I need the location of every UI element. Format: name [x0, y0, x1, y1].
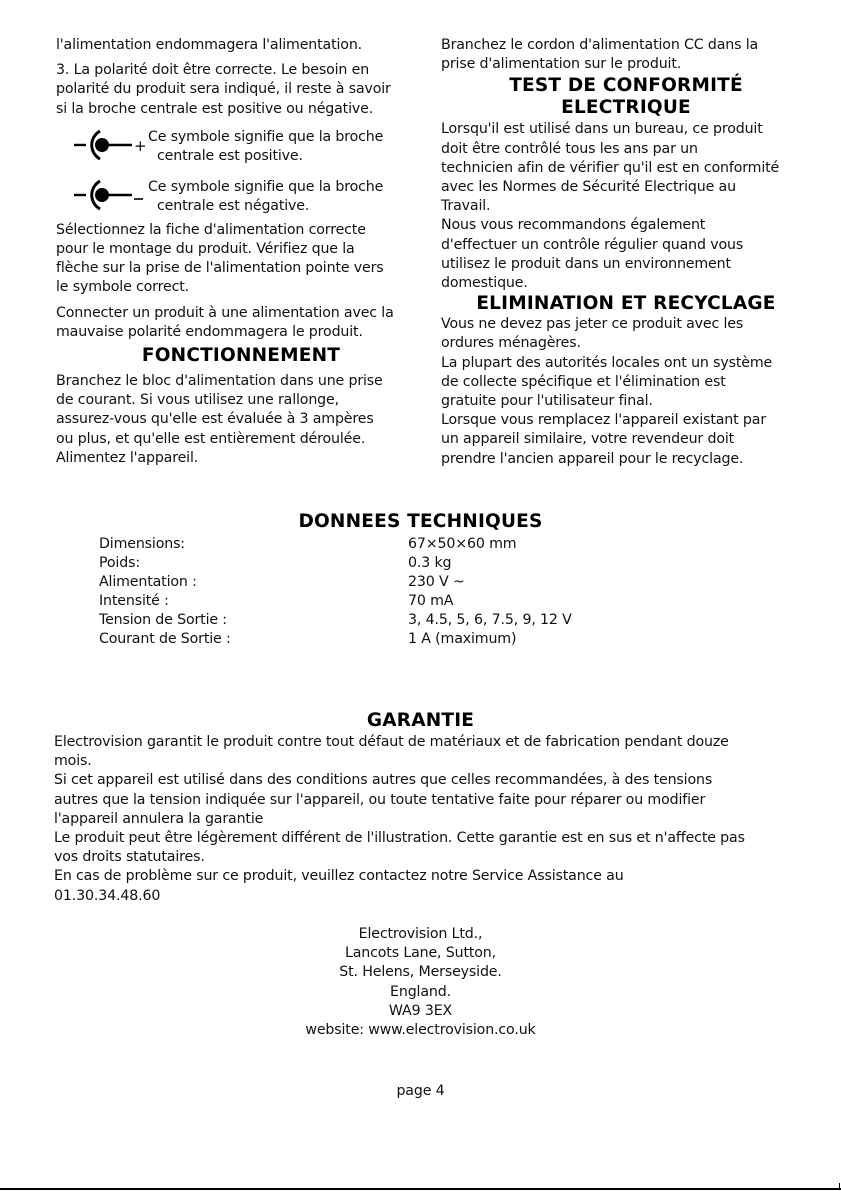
recycling-heading: ELIMINATION ET RECYCLAGE	[476, 293, 776, 315]
recycling-paragraph: Vous ne devez pas jeter ce produit avec les ordures ménagères. La plupart des autorités locales ont un système de collecte spécifique et l'élimination est gratuite pour l'utilisateur final. Lorsque vous remplacez l'appareil existant par un appareil similaire, votre revendeur doit prendre l'ancien appareil pour le recyclage.	[441, 316, 773, 467]
negative-polarity-symbol: Ce symbole signifie que la broche centrale est négative.	[56, 177, 426, 225]
dc-cord-paragraph: Branchez le cordon d'alimentation CC dans la prise d'alimentation sur le produit.	[441, 37, 759, 73]
polarity-warning-paragraph: Connecter un produit à une alimentation avec la mauvaise polarité endommagera le produit.	[56, 304, 394, 340]
right-column	[441, 36, 811, 469]
warranty-heading: GARANTIE	[366, 710, 475, 731]
positive-polarity-symbol: + Ce symbole signifie que la broche centrale est positive.	[56, 127, 426, 175]
compliance-paragraph: Lorsqu'il est utilisé dans un bureau, ce produit doit être contrôlé tous les ans par un technicien afin de vérifier qu'il est en conformité avec les Normes de Sécurité Electrique au Travail. Nous vous recommandons également d'effectuer un contrôle régulier quand vous utilisez le produit dans un environnement domestique.	[441, 121, 780, 292]
polarity-paragraph: 3. La polarité doit être correcte. Le besoin en polarité du produit sera indiqué, il reste à savoir si la broche centrale est positive ou négative.	[56, 62, 391, 117]
bottom-rule	[0, 1188, 841, 1190]
operation-paragraph: Branchez le bloc d'alimentation dans une prise de courant. Si vous utilisez une rallonge, assurez-vous qu'elle est évaluée à 3 ampères ou plus, et qu'elle est entièrement déroulée. Alimentez l'appareil.	[56, 373, 383, 466]
svg-text:+: +	[134, 136, 147, 155]
website-link: website: www.electrovision.co.uk	[305, 1022, 536, 1039]
technical-data-heading: DONNEES TECHNIQUES	[298, 511, 543, 532]
operation-heading: FONCTIONNEMENT	[141, 345, 341, 367]
left-column	[56, 36, 426, 468]
intro-line: l'alimentation endommagera l'alimentation.	[56, 37, 363, 53]
company-address: Electrovision Ltd., Lancots Lane, Sutton, St. Helens, Merseyside. England. WA9 3EX website: www.electrovision.co.uk	[0, 925, 841, 1040]
crop-mark	[839, 1183, 840, 1190]
page-number: page 4	[396, 1083, 445, 1099]
center-positive-polarity-icon	[74, 128, 150, 168]
select-plug-paragraph: Sélectionnez la fiche d'alimentation correcte pour le montage du produit. Vérifiez que la flèche sur la prise de l'alimentation pointe vers le symbole correct.	[56, 221, 384, 296]
support-phone: 01.30.34.48.60	[54, 887, 161, 904]
center-negative-polarity-icon	[74, 178, 150, 218]
warranty-text: Electrovision garantit le produit contre tout défaut de matériaux et de fabrication pendant douze mois. Si cet appareil est utilisé dans des conditions autres que celles recommandées, à des tensions autres que la tension indiquée sur l'appareil, ou toute tentative faite pour réparer ou modifier l'appareil annulera la garantie Le produit peut être légèrement différent de l'illustration. Cette garantie est en sus et n'affecte pas vos droits statutaires. En cas de problème sur ce produit, veuillez contactez notre Service Assistance au 01.30.34.48.60	[54, 733, 824, 906]
compliance-heading: TEST DE CONFORMITÉ ELECTRIQUE	[509, 75, 743, 119]
